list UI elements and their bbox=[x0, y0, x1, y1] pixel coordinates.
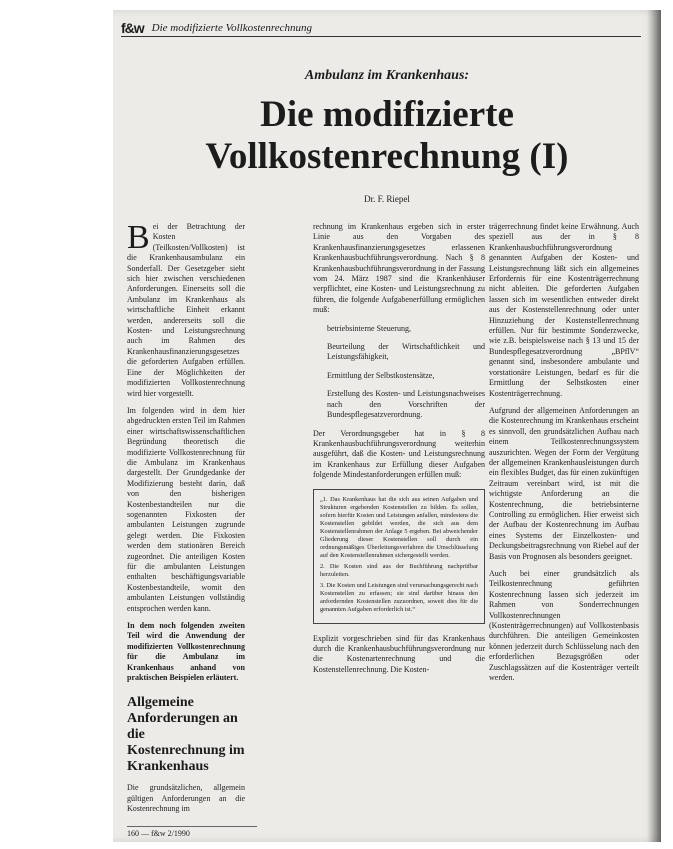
text-column-1 bbox=[127, 219, 245, 822]
body-paragraph: rechnung im Krankenhaus ergeben sich in erster Linie aus den Vorgaben des Krankenhausfinanzierungsgesetzes erlassenen Krankenhausbuchführungsverordnung. Nach § 8 Krankenhausbuchführungsverordnung in der Fassung vom 24. März 1987 sind die Krankenhäuser verpflichtet, eine Kosten- und Leistungsrechnung zu führen, die folgende Aufgabenerfüllung ermöglichen muß: bbox=[313, 222, 485, 315]
list-item: Erstellung des Kosten- und Leistungsnachweises nach den Vorschriften der Bundespflegesatzverordnung. bbox=[327, 389, 485, 420]
page-footer: 160 — f&w 2/1990 bbox=[127, 826, 257, 838]
body-paragraph: trägerrechnung findet keine Erwähnung. Auch speziell aus der in § 8 Krankenhausbuchführungsverordnung genannten Aufgaben der Kosten- und Leistungsrechnung läßt sich ein allgemeines Erfordernis für eine Kostenträgerrechnung nicht ableiten. Die geforderten Aufgaben lassen sich im wesentlichen entweder direkt aus der Kostenstellenrechnung oder unter Hinzuziehung der Kostenstellenrechnung erfüllen. Nur für bestimmte Sonderzwecke, wie z.B. beispielsweise nach § 13 und 15 der Bundespflegesatzverordnung „BPflV“ genannt sind, insbesondere ambulante und vorstationäre Leistungen, bedarf es für die Ermittlung der Selbstkosten einer Kostenträgerrechnung. bbox=[489, 222, 639, 398]
running-header bbox=[121, 16, 641, 37]
requirements-list bbox=[327, 324, 485, 421]
text-column-2 bbox=[313, 222, 485, 682]
body-paragraph: Im folgenden wird in dem hier abgedruckten ersten Teil im Rahmen einer wirtschaftswissenschaftlichen Begründung theoretisch die modifizierte Vollkostenrechnung für die Ambulanz im Krankenhaus dargestellt. Der Grundgedanke der Modifizierung besteht darin, daß von den bisherigen Kostenbestandteilen nur die sogenannten Fixkosten der ambulanten Leistungen zugrunde gelegt werden. Die Fixkosten werden dem stationären Bereich zugeordnet. Die anteiligen Kosten für die ambulanten Leistungen enthalten beschäftigungsvariable Kostenbestandteile, womit den ambulanten Leistungen vollständig entsprochen werden kann. bbox=[127, 405, 245, 613]
quote-paragraph: 3. Die Kosten und Leistungen sind verursachungsgerecht nach Kostenstellen zu erfassen; sie sind darüber hinaus den anfordernden Kostenstellen zuzuordnen, soweit dies für die genannten Aufgaben erforderlich ist.“ bbox=[320, 581, 478, 613]
article-title bbox=[113, 94, 661, 178]
body-paragraph: Die grundsätzlichen, allgemein gültigen Anforderungen an die Kostenrechnung im bbox=[127, 783, 245, 814]
list-item: Ermittlung der Selbstkostensätze, bbox=[327, 370, 435, 380]
quote-box bbox=[313, 489, 485, 624]
title-line-1: Die modifizierte bbox=[260, 94, 514, 135]
text-column-3 bbox=[489, 222, 639, 690]
drop-cap: B bbox=[127, 219, 150, 256]
section-heading: Allgemeine Anforderungen an die Kostenrechnung im Krankenhaus bbox=[127, 695, 245, 775]
body-paragraph: Der Verordnungsgeber hat in § 8 Krankenhausbuchführungsverordnung weiterhin ausgeführt, daß die Kosten- und Leistungsrechnung im Krankenhaus zur Erfüllung dieser Aufgaben folgende Mindestanforderungen erfüllen muß: bbox=[313, 428, 485, 480]
list-item: betriebsinterne Steuerung, bbox=[327, 323, 411, 333]
body-paragraph: Explizit vorgeschrieben sind für das Krankenhaus durch die Krankenhausbuchführungsverordnung nur die Kostenartenrechnung und die Kostenstellenrechnung. Die Kosten- bbox=[313, 633, 485, 674]
magazine-logo: f&w bbox=[121, 20, 144, 36]
quote-paragraph: „1. Das Krankenhaus hat die sich aus seinen Aufgaben und Strukturen ergebenden Kostenstellen zu bilden. Es sollen, sofern hierfür Kosten und Leistungen anfallen, mindestens die Kostenstellen gebildet werden, die sich aus dem Kostenstellenrahmen der Anlage 5 ergeben. Bei abweichender Gliederung dieser Kostenstellen soll durch ein ordnungsmäßiges Überleitungsverfahren die Umschlüsselung auf den Kostenstellenrahmen sichergestellt werden. bbox=[320, 495, 478, 559]
title-line-2: Vollkostenrechnung (I) bbox=[205, 136, 569, 177]
intro-paragraph bbox=[127, 219, 245, 399]
article-author: Dr. F. Riepel bbox=[364, 194, 410, 204]
body-paragraph: Auch bei einer grundsätzlich als Teilkostenrechnung geführten Kostenrechnung lassen sich jederzeit im Rahmen von Sonderrechnungen Vollkostenrechnungen (Kostenträgerrechnungen) auf Vollkostenbasis durchführen. Die anteiligen Gemeinkosten können jederzeit durch Schlüsselung nach den erforderlichen Bezugsgrößen oder Zuschlagssätzen auf die Kostenträger verteilt werden. bbox=[489, 569, 639, 683]
running-title: Die modifizierte Vollkostenrechnung bbox=[151, 22, 312, 34]
magazine-page bbox=[113, 10, 661, 842]
intro-text: ei der Betrachtung der Kosten (Teilkosten/Vollkosten) ist die Krankenhausambulanz ein Sonderfall. Der Gesetzgeber sieht sich hier zwischen verschiedenen Anforderungen. Einerseits soll die Ambulanz im Krankenhaus als wirtschaftliche Einheit erkannt werden, andererseits soll die Kosten- und Leistungsrechnung auch im Rahmen des Krankenhausfinanzierungsgesetzes die geforderten Aufgaben erfüllen. Eine der Möglichkeiten der modifizierten Vollkostenrechnung wird hier vorgestellt. bbox=[127, 222, 245, 398]
article-kicker: Ambulanz im Krankenhaus: bbox=[304, 68, 470, 83]
lead-paragraph: In dem noch folgenden zweiten Teil wird die Anwendung der modifizierten Vollkostenrechnung für die Ambulanz im Krankenhaus anhand von praktischen Beispielen erläutert. bbox=[127, 621, 245, 683]
body-paragraph: Aufgrund der allgemeinen Anforderungen an die Kostenrechnung im Krankenhaus erscheint es sinnvoll, den grundsätzlichen Aufbau nach einem Teilkostenrechnungssystem auszurichten. Wegen der Form der Vergütung der allgemeinen Krankenhausleistungen durch ein flexibles Budget, das für einen zukünftigen Zeitraum vereinbart wird, ist mit die wichtigste Anforderung an die Kostenrechnung, die betriebsinterne Controlling zu ermöglichen. Hier erweist sich der Aufbau der Kostenrechnung im Aufbau eines Systems der Einzelkosten- und Deckungsbeitragsrechnung von Riebel auf der Basis von Prognosen als besonders geeignet. bbox=[489, 405, 639, 561]
list-item: Beurteilung der Wirtschaftlichkeit und Leistungsfähigkeit, bbox=[327, 342, 485, 362]
quote-paragraph: 2. Die Kosten sind aus der Buchführung nachprüfbar herzuleiten. bbox=[320, 562, 478, 578]
